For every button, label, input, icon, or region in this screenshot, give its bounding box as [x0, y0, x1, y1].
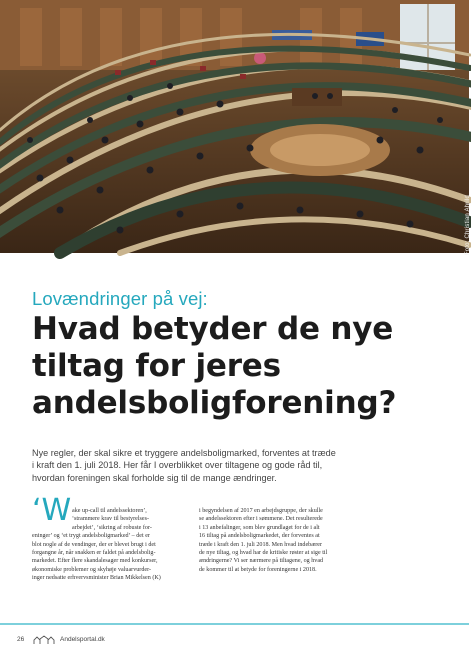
body-line: træde i kraft den 1. juli 2018. Men hvad indebærer: [199, 541, 323, 548]
body-line: inger nedsatte erhvervsminister Brian Mikkelsen (K): [32, 575, 161, 582]
body-column-right: [199, 507, 414, 574]
intro-line: i kraft den 1. juli 2018. Her får I overblikket over tiltagene og gode råd til,: [32, 460, 323, 471]
article-photo: [0, 0, 471, 256]
body-line: arbejdet’, ‘sikring af robuste for-: [72, 524, 152, 531]
body-line: økonomiske problemer og skyhøje valuarvurder-: [32, 566, 152, 573]
body-line: ake up-call til andelssektoren’,: [72, 508, 147, 514]
body-line: markedet. Efter flere skandalesager med konkurser,: [32, 558, 158, 565]
footer-site-name: Andelsportal.dk: [60, 636, 105, 643]
body-line: eninger’ og ‘et trygt andelsboligmarked’ – det er: [32, 533, 150, 540]
body-line: ‘strammere krav til bestyrelses-: [72, 516, 149, 523]
page-number: 26: [17, 636, 25, 643]
body-line: de nye tiltag, og hvad har de kritiske røster at sige til: [199, 550, 328, 557]
body-line: blot nogle af de vendinger, der er blevet brugt i det: [32, 541, 156, 548]
headline-line: andelsboligforening?: [32, 385, 397, 421]
article-intro: [32, 447, 444, 484]
body-line: i 13 anbefalinger, som blev grundlaget for de i alt: [199, 524, 320, 531]
headline-line: Hvad betyder de nye: [32, 311, 394, 347]
body-line: ændringerne? Vi ser nærmere på tiltagene, og hvad: [199, 558, 324, 565]
article-kicker: Lovændringer på vej:: [32, 288, 208, 309]
body-line: de kommer til at betyde for foreningerne i 2018.: [199, 566, 317, 573]
body-line: 16 tiltag på andelsboligmarkedet, der forventes at: [199, 533, 320, 540]
body-line: se andelssektoren efter i sømmene. Det resulterede: [199, 516, 323, 523]
article-headline: [32, 311, 452, 422]
drop-cap: ‘W: [32, 493, 72, 528]
body-line: i begyndelsen af 2017 en arbejdsgruppe, der skulle: [199, 508, 323, 514]
photo-credit: Foto: Christian Ahrild: [465, 195, 471, 256]
intro-line: hvordan foreningen skal forholde sig til de mange ændringer.: [32, 472, 277, 483]
footer-divider: [0, 623, 469, 625]
body-column-left: [32, 507, 188, 583]
parliament-photo: [0, 0, 471, 256]
headline-line: tiltag for jeres: [32, 348, 281, 384]
houses-logo-icon: [33, 632, 55, 650]
intro-line: Nye regler, der skal sikre et tryggere andelsboligmarked, forventes at træde: [32, 448, 336, 458]
body-line: forgangne år, når snakken er faldet på andelsbolig-: [32, 550, 156, 557]
